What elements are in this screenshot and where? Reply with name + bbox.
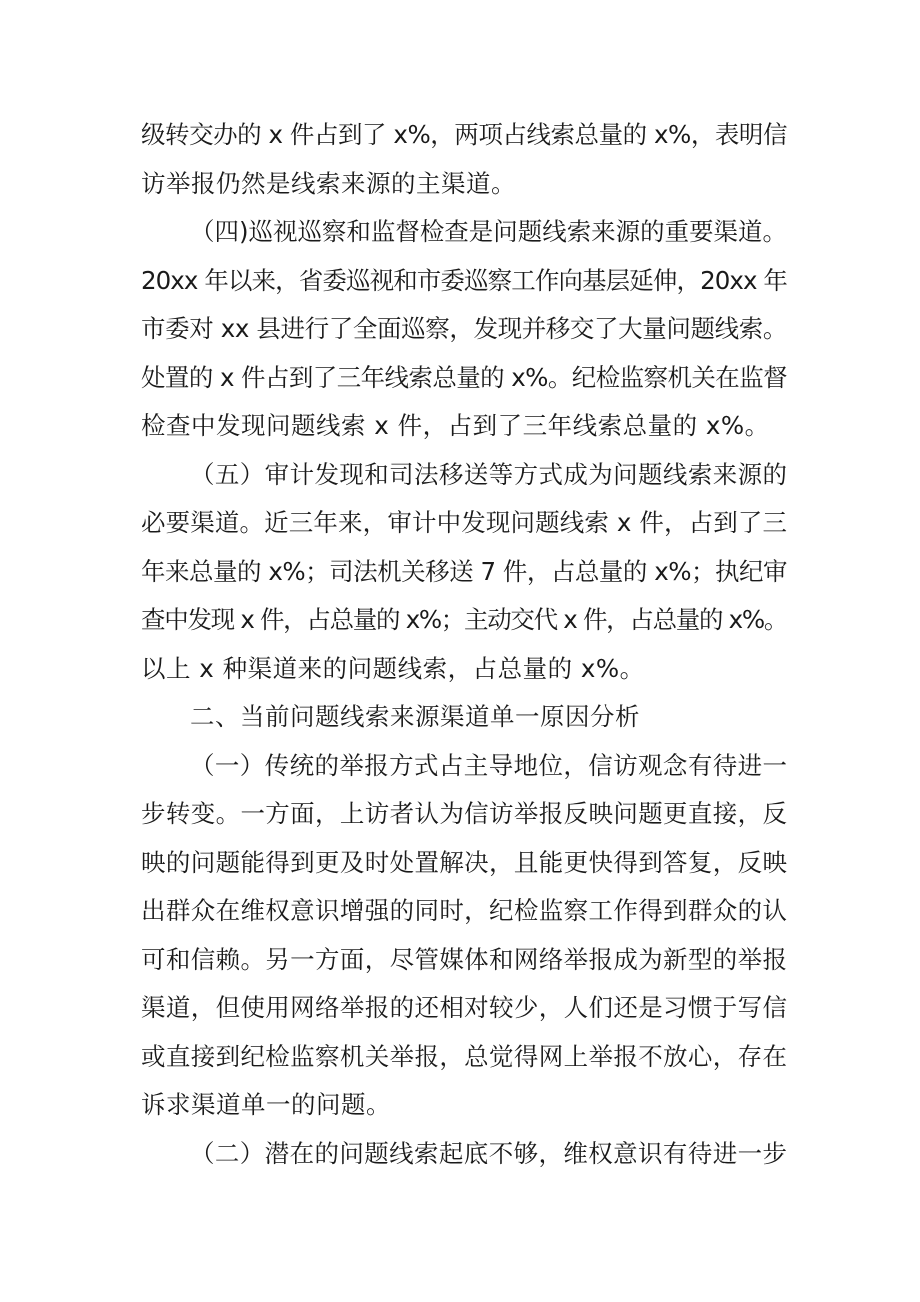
text-line-22: （二）潜在的问题线索起底不够，维权意识有待进一步 (190, 1138, 787, 1168)
text-line-20: 或直接到纪检监察机关举报，总觉得网上举报不放心，存在 (141, 1041, 787, 1071)
text-line-7: 检查中发现问题线索 x 件，占到了三年线索总量的 x%。 (141, 411, 770, 440)
text-line-2: 访举报仍然是线索来源的主渠道。 (141, 168, 516, 198)
text-line-8: （五）审计发现和司法移送等方式成为问题线索来源的 (190, 459, 787, 489)
text-line-15: 步转变。一方面，上访者认为信访举报反映问题更直接，反 (141, 799, 787, 828)
text-line-11: 查中发现 x 件，占总量的 x%；主动交代 x 件，占总量的 x%。 (141, 605, 787, 634)
section-heading: 二、当前问题线索来源渠道单一原因分析 (190, 702, 640, 731)
text-line-17: 出群众在维权意识增强的同时，纪检监察工作得到群众的认 (141, 896, 787, 925)
text-line-10: 年来总量的 x%；司法机关移送 7 件，占总量的 x%；执纪审 (141, 556, 787, 586)
text-line-19: 渠道，但使用网络举报的还相对较少，人们还是习惯于写信 (141, 993, 787, 1022)
text-line-3: （四)巡视巡察和监督检查是问题线索来源的重要渠道。 (190, 217, 787, 246)
text-line-1: 级转交办的 x 件占到了 x%，两项占线索总量的 x%，表明信 (141, 120, 787, 149)
text-line-5: 市委对 xx 县进行了全面巡察，发现并移交了大量问题线索。 (141, 314, 787, 343)
text-line-21: 诉求渠道单一的问题。 (141, 1090, 391, 1119)
text-line-14: （一）传统的举报方式占主导地位，信访观念有待进一 (190, 750, 787, 780)
text-line-6: 处置的 x 件占到了三年线索总量的 x%。纪检监察机关在监督 (141, 362, 787, 392)
text-line-16: 映的问题能得到更及时处置解决，且能更快得到答复，反映 (141, 847, 787, 877)
document-body (141, 111, 787, 1178)
text-line-12: 以上 x 种渠道来的问题线索，占总量的 x%。 (141, 653, 645, 683)
text-line-18: 可和信赖。另一方面，尽管媒体和网络举报成为新型的举报 (141, 944, 787, 974)
text-line-9: 必要渠道。近三年来，审计中发现问题线索 x 件，占到了三 (141, 508, 787, 537)
text-line-4: 20xx 年以来，省委巡视和市委巡察工作向基层延伸，20xx 年 (141, 265, 787, 295)
